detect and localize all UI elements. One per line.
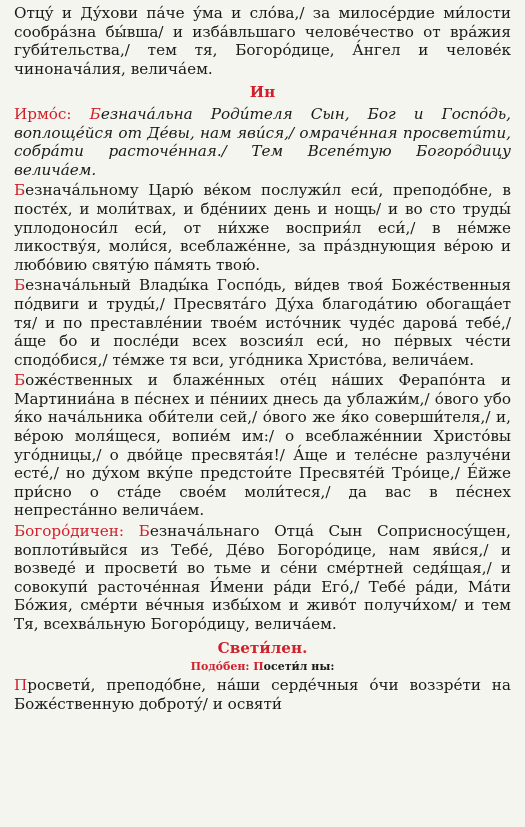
- podoben-initial: П: [253, 660, 264, 674]
- intro-paragraph: Отцу́ и Ду́хови па́че у́ма и сло́ва,/ за милосе́рдие ми́лости сообра́зна бы́вша/ и изба́вльшаго челове́чество от вра́жия губи́тельства,/ тем тя, Богоро́дице, А́нгел и челове́к чинонача́лия, велича́ем.: [14, 4, 511, 78]
- troparion-2-initial: Б: [14, 276, 26, 295]
- podoben-text: осети́л ны:: [263, 660, 335, 674]
- irmos-text: езнача́льна Роди́теля Сын, Бог и Госпо́дь, воплоще́йся от Де́вы, нам яви́ся,/ омраче́нная просвети́ти, собра́ти расточе́нная./ Тем Всепе́тую Богоро́дицу велича́ем.: [14, 104, 511, 179]
- irmos-label: Ирмо́с:: [14, 104, 72, 123]
- svetilen-paragraph: [14, 676, 511, 713]
- theotokion-paragraph: [14, 522, 511, 634]
- svetilen-text: росвети́, преподо́бне, на́ши серде́чныя о́чи воззре́ти на Боже́ственную доброту́/ и освяти́: [14, 676, 511, 713]
- heading-in: Ин: [249, 83, 276, 102]
- svetilen-title: Свети́лен.: [217, 638, 308, 657]
- theotokion-text: езнача́льнаго Отца́ Сын Соприсносу́щен, воплоти́выйся из Тебе́, Де́во Богоро́дице, нам яви́ся,/ и возведе́ и просвети́ во тьме и се́ни сме́ртней седя́щая,/ и совокупи́ расточе́нная И́мени ра́ди Его́,/ Тебе́ ра́ди, Ма́ти Бо́жия, сме́рти ве́чныя избы́хом и живо́т получи́хом/ и тем Тя, всехва́льную Богоро́дицу, велича́ем.: [14, 522, 511, 633]
- troparion-2: [14, 276, 511, 369]
- podoben-line: [14, 660, 511, 674]
- troparion-3-text: оже́ственных и блаже́нных оте́ц на́ших Ферапо́нта и Мартиниа́на в пе́снех и пе́ниих днесь да ублажи́м,/ о́вого убо я́ко нача́льника оби́тели сей,/ о́вого же я́ко соверши́теля,/ и, ве́рою моля́щеся, вопие́м им:/ о всеблаже́ннии Христо́вы уго́дницы,/ о дво́йце пресвята́я!/ А́ще и теле́сне разлуче́ни есте́,/ но ду́хом вку́пе предстои́те Пресвяте́й Тро́ице,/ Е́йже при́сно о ста́де свое́м моли́теся,/ да вас в пе́снех непреста́нно велича́ем.: [14, 371, 511, 520]
- podoben-label: Подо́бен:: [190, 660, 250, 674]
- troparion-3-initial: Б: [14, 371, 26, 390]
- theotokion-initial: Б: [138, 522, 150, 541]
- theotokion-label: Богоро́дичен:: [14, 522, 125, 541]
- troparion-3: [14, 371, 511, 520]
- troparion-1-initial: Б: [14, 181, 26, 200]
- irmos-initial: Б: [89, 104, 101, 123]
- troparion-2-text: езнача́льный Влады́ка Госпо́дь, ви́дев твоя́ Боже́ственныя по́двиги и труды́,/ Пресвята́го Ду́ха благода́тию обогаща́ет тя/ и по преставле́нии твое́м исто́чник чуде́с дарова́ тебе́,/ а́ще бо и после́ди всех возсия́л еси́, но пе́рвых че́сти сподо́бися,/ те́мже тя вси, уго́дника Христо́ва, велича́ем.: [14, 276, 511, 369]
- troparion-1: [14, 181, 511, 274]
- irmos-paragraph: [14, 105, 511, 179]
- svetilen-initial: П: [14, 676, 28, 695]
- troparion-1-text: езнача́льному Царю́ ве́ком послужи́л еси́, преподо́бне, в посте́х, и моли́твах, и бде́ниих день и нощь/ и во сто труды́ уплодоноси́л еси́, от ни́хже восприя́л еси́,/ в не́мже ликоству́я, моли́ся, всеблаже́нне, за пра́зднующия ве́рою и любо́вию святу́ю па́мять твою́.: [14, 181, 511, 274]
